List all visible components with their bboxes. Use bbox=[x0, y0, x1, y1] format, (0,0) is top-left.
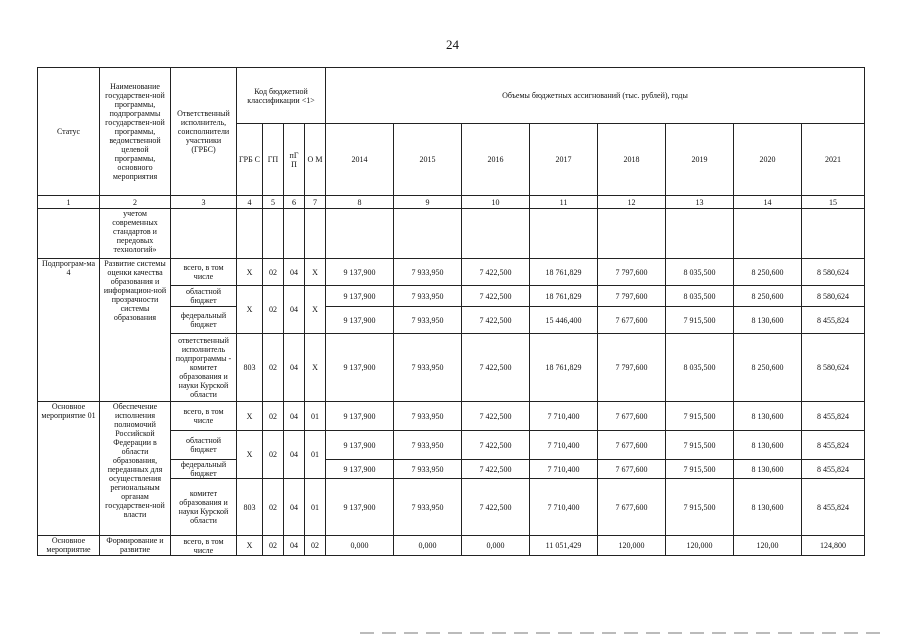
value-cell: 7 677,600 bbox=[598, 402, 666, 431]
om-cell: 02 bbox=[305, 536, 326, 556]
value-cell: 15 446,400 bbox=[530, 307, 598, 334]
value-cell bbox=[394, 209, 462, 259]
value-cell: 8 250,600 bbox=[734, 286, 802, 307]
status-cell bbox=[38, 209, 100, 259]
pgp-cell: 04 bbox=[284, 479, 305, 536]
value-cell: 7 422,500 bbox=[462, 431, 530, 460]
om-cell: X bbox=[305, 334, 326, 402]
header-year: 2020 bbox=[734, 124, 802, 196]
value-cell: 8 035,500 bbox=[666, 334, 734, 402]
value-cell: 8 035,500 bbox=[666, 286, 734, 307]
value-cell: 0,000 bbox=[394, 536, 462, 556]
status-cell: Основное мероприятие bbox=[38, 536, 100, 556]
value-cell: 11 051,429 bbox=[530, 536, 598, 556]
col-number: 5 bbox=[263, 196, 284, 209]
value-cell: 7 933,950 bbox=[394, 259, 462, 286]
name-cell: учетом современных стандартов и передовых технологий» bbox=[100, 209, 171, 259]
value-cell: 7 677,600 bbox=[598, 307, 666, 334]
table-row bbox=[38, 402, 865, 431]
value-cell: 18 761,829 bbox=[530, 259, 598, 286]
value-cell: 8 580,624 bbox=[802, 259, 865, 286]
value-cell: 7 915,500 bbox=[666, 402, 734, 431]
grbs-cell: X bbox=[237, 286, 263, 334]
pgp-cell: 04 bbox=[284, 259, 305, 286]
executor-cell bbox=[171, 209, 237, 259]
column-number-row bbox=[38, 196, 865, 209]
scan-noise-divider bbox=[360, 632, 880, 634]
value-cell: 7 677,600 bbox=[598, 479, 666, 536]
col-number: 14 bbox=[734, 196, 802, 209]
name-cell: Развитие системы оценки качества образования и информацион-ной прозрачности системы образования bbox=[100, 259, 171, 402]
gp-cell: 02 bbox=[263, 479, 284, 536]
col-number: 13 bbox=[666, 196, 734, 209]
value-cell: 8 455,824 bbox=[802, 307, 865, 334]
value-cell: 7 710,400 bbox=[530, 402, 598, 431]
header-year: 2015 bbox=[394, 124, 462, 196]
value-cell: 8 580,624 bbox=[802, 286, 865, 307]
value-cell: 7 422,500 bbox=[462, 307, 530, 334]
value-cell: 7 933,950 bbox=[394, 431, 462, 460]
grbs-cell: X bbox=[237, 536, 263, 556]
col-number: 9 bbox=[394, 196, 462, 209]
value-cell: 9 137,900 bbox=[326, 259, 394, 286]
value-cell: 0,000 bbox=[462, 536, 530, 556]
code-cell bbox=[284, 209, 305, 259]
value-cell bbox=[666, 209, 734, 259]
pgp-cell: 04 bbox=[284, 286, 305, 334]
value-cell: 120,00 bbox=[734, 536, 802, 556]
value-cell: 7 797,600 bbox=[598, 259, 666, 286]
header-year: 2021 bbox=[802, 124, 865, 196]
gp-cell: 02 bbox=[263, 286, 284, 334]
value-cell: 7 710,400 bbox=[530, 431, 598, 460]
gp-cell: 02 bbox=[263, 334, 284, 402]
header-grbs: ГРБ С bbox=[237, 124, 263, 196]
value-cell: 8 455,824 bbox=[802, 479, 865, 536]
value-cell: 9 137,900 bbox=[326, 334, 394, 402]
header-name: Наименование государствен-ной программы, подпрограммы государствен-ной программы, ведомственной целевой программы, основного мероприятия bbox=[100, 68, 171, 196]
executor-cell: федеральный бюджет bbox=[171, 460, 237, 479]
value-cell: 7 933,950 bbox=[394, 307, 462, 334]
executor-cell: ответственный исполнитель подпрограммы - комитет образования и науки Курской области bbox=[171, 334, 237, 402]
value-cell: 8 035,500 bbox=[666, 259, 734, 286]
continuation-row bbox=[38, 209, 865, 259]
executor-cell: всего, в том числе bbox=[171, 536, 237, 556]
value-cell: 8 130,600 bbox=[734, 307, 802, 334]
value-cell: 7 933,950 bbox=[394, 460, 462, 479]
name-cell: Обеспечение исполнения полномочий Российской Федерации в области образования, переданных для осуществления региональным органам государствен-ной власти bbox=[100, 402, 171, 536]
value-cell: 9 137,900 bbox=[326, 431, 394, 460]
value-cell: 7 422,500 bbox=[462, 479, 530, 536]
col-number: 2 bbox=[100, 196, 171, 209]
grbs-cell: 803 bbox=[237, 479, 263, 536]
executor-cell: всего, в том числе bbox=[171, 402, 237, 431]
pgp-cell: 04 bbox=[284, 536, 305, 556]
om-cell: 01 bbox=[305, 431, 326, 479]
header-code-group: Код бюджетной классификации <1> bbox=[237, 68, 326, 124]
grbs-cell: X bbox=[237, 402, 263, 431]
executor-cell: федеральный бюджет bbox=[171, 307, 237, 334]
value-cell: 7 797,600 bbox=[598, 334, 666, 402]
value-cell: 8 250,600 bbox=[734, 334, 802, 402]
header-om: О М bbox=[305, 124, 326, 196]
header-pgp: пГ П bbox=[284, 124, 305, 196]
value-cell: 8 455,824 bbox=[802, 402, 865, 431]
value-cell: 7 915,500 bbox=[666, 460, 734, 479]
col-number: 10 bbox=[462, 196, 530, 209]
col-number: 1 bbox=[38, 196, 100, 209]
header-status: Статус bbox=[38, 68, 100, 196]
om-cell: 01 bbox=[305, 479, 326, 536]
value-cell: 9 137,900 bbox=[326, 307, 394, 334]
table-row bbox=[38, 536, 865, 556]
value-cell: 7 915,500 bbox=[666, 479, 734, 536]
om-cell: 01 bbox=[305, 402, 326, 431]
om-cell: X bbox=[305, 259, 326, 286]
status-cell: Основное мероприятие 01 bbox=[38, 402, 100, 536]
value-cell: 7 422,500 bbox=[462, 286, 530, 307]
value-cell: 0,000 bbox=[326, 536, 394, 556]
grbs-cell: 803 bbox=[237, 334, 263, 402]
value-cell bbox=[462, 209, 530, 259]
value-cell bbox=[802, 209, 865, 259]
grbs-cell: X bbox=[237, 259, 263, 286]
value-cell: 8 580,624 bbox=[802, 334, 865, 402]
value-cell bbox=[598, 209, 666, 259]
col-number: 6 bbox=[284, 196, 305, 209]
header-volumes-group: Объемы бюджетных ассигнований (тыс. рублей), годы bbox=[326, 68, 865, 124]
value-cell: 8 130,600 bbox=[734, 431, 802, 460]
value-cell: 120,000 bbox=[666, 536, 734, 556]
value-cell: 7 797,600 bbox=[598, 286, 666, 307]
value-cell: 9 137,900 bbox=[326, 460, 394, 479]
value-cell: 9 137,900 bbox=[326, 286, 394, 307]
pgp-cell: 04 bbox=[284, 402, 305, 431]
page-number: 24 bbox=[446, 37, 459, 52]
value-cell: 8 130,600 bbox=[734, 479, 802, 536]
header-year: 2014 bbox=[326, 124, 394, 196]
col-number: 7 bbox=[305, 196, 326, 209]
gp-cell: 02 bbox=[263, 259, 284, 286]
budget-table bbox=[37, 67, 865, 556]
value-cell: 7 677,600 bbox=[598, 460, 666, 479]
header-executor: Ответственный исполнитель, соисполнители участники (ГРБС) bbox=[171, 68, 237, 196]
col-number: 4 bbox=[237, 196, 263, 209]
value-cell: 7 915,500 bbox=[666, 307, 734, 334]
value-cell: 7 933,950 bbox=[394, 479, 462, 536]
header-year: 2019 bbox=[666, 124, 734, 196]
value-cell bbox=[734, 209, 802, 259]
grbs-cell: X bbox=[237, 431, 263, 479]
table-row bbox=[38, 259, 865, 286]
name-cell: Формирование и развитие bbox=[100, 536, 171, 556]
value-cell: 7 422,500 bbox=[462, 334, 530, 402]
code-cell bbox=[237, 209, 263, 259]
value-cell: 18 761,829 bbox=[530, 334, 598, 402]
executor-cell: комитет образования и науки Курской области bbox=[171, 479, 237, 536]
col-number: 15 bbox=[802, 196, 865, 209]
header-gp: ГП bbox=[263, 124, 284, 196]
value-cell: 8 455,824 bbox=[802, 460, 865, 479]
value-cell: 7 933,950 bbox=[394, 334, 462, 402]
value-cell: 7 710,400 bbox=[530, 479, 598, 536]
value-cell: 120,000 bbox=[598, 536, 666, 556]
value-cell bbox=[326, 209, 394, 259]
value-cell: 7 422,500 bbox=[462, 259, 530, 286]
code-cell bbox=[263, 209, 284, 259]
value-cell: 7 422,500 bbox=[462, 402, 530, 431]
value-cell: 7 422,500 bbox=[462, 460, 530, 479]
executor-cell: областной бюджет bbox=[171, 286, 237, 307]
value-cell: 9 137,900 bbox=[326, 479, 394, 536]
value-cell: 8 250,600 bbox=[734, 259, 802, 286]
header-year: 2016 bbox=[462, 124, 530, 196]
header-row-1 bbox=[38, 68, 865, 124]
executor-cell: областной бюджет bbox=[171, 431, 237, 460]
col-number: 11 bbox=[530, 196, 598, 209]
value-cell: 18 761,829 bbox=[530, 286, 598, 307]
value-cell: 7 915,500 bbox=[666, 431, 734, 460]
gp-cell: 02 bbox=[263, 402, 284, 431]
gp-cell: 02 bbox=[263, 536, 284, 556]
status-cell: Подпрограм-ма 4 bbox=[38, 259, 100, 402]
gp-cell: 02 bbox=[263, 431, 284, 479]
om-cell: X bbox=[305, 286, 326, 334]
pgp-cell: 04 bbox=[284, 334, 305, 402]
value-cell: 7 710,400 bbox=[530, 460, 598, 479]
col-number: 3 bbox=[171, 196, 237, 209]
col-number: 8 bbox=[326, 196, 394, 209]
value-cell: 8 455,824 bbox=[802, 431, 865, 460]
value-cell: 8 130,600 bbox=[734, 402, 802, 431]
value-cell: 124,800 bbox=[802, 536, 865, 556]
value-cell: 7 677,600 bbox=[598, 431, 666, 460]
code-cell bbox=[305, 209, 326, 259]
value-cell: 7 933,950 bbox=[394, 286, 462, 307]
pgp-cell: 04 bbox=[284, 431, 305, 479]
executor-cell: всего, в том числе bbox=[171, 259, 237, 286]
value-cell bbox=[530, 209, 598, 259]
header-year: 2018 bbox=[598, 124, 666, 196]
col-number: 12 bbox=[598, 196, 666, 209]
value-cell: 9 137,900 bbox=[326, 402, 394, 431]
value-cell: 7 933,950 bbox=[394, 402, 462, 431]
header-year: 2017 bbox=[530, 124, 598, 196]
value-cell: 8 130,600 bbox=[734, 460, 802, 479]
